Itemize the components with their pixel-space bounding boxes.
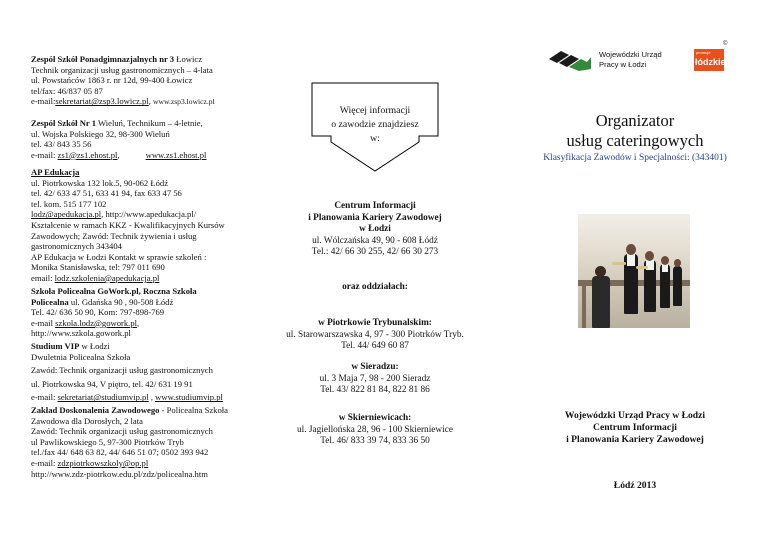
www-link[interactable]: www.zsp3.lowicz.pl <box>152 97 215 107</box>
school-zsp3: Zespół Szkół Ponadgimnazjalnych nr 3 Łowicz Technik organizacji usług gastronomicznych – 4-lata ul. Powstańców 1863 r. nr 12d, 99-400 Łowicz tel/fax: 46/837 05 87 e-mail:sekretariat@zsp3.lowicz.pl, www.zsp3.lowicz.pl <box>31 54 215 107</box>
email-label: e-mail: <box>31 96 56 107</box>
centrum-title: w Łodzi <box>359 224 391 234</box>
www-link[interactable]: , http://www.apedukacja.pl/ <box>101 209 197 220</box>
www-link[interactable]: www.zs1.ehost.pl <box>145 149 207 160</box>
info-line: Dwuletnia Policealna Szkoła <box>31 351 131 362</box>
branch-title: w Skierniewicach: <box>338 413 412 423</box>
school-ap-edukacja <box>31 167 225 284</box>
wup-arrows-icon <box>547 47 595 73</box>
info-line: Zawodowych; Zawód: Technik żywienia i usług <box>31 230 197 241</box>
org-line: Centrum Informacji <box>593 421 677 433</box>
email-label: e-mail: <box>31 149 58 160</box>
school-name: Zespół Szkół Ponadgimnazjalnych nr 3 <box>31 54 175 64</box>
www-link[interactable]: http://www.zdz-piotrkow.edu.pl/zdz/policealna.htm <box>31 468 208 479</box>
school-zs1 <box>31 118 206 160</box>
title-line: Organizator <box>595 111 675 130</box>
address-line: ul. Piotrkowska 94, V piętro, tel. 42/ 631 19 91 <box>31 378 193 389</box>
branch-title: w Piotrkowie Trybunalskim: <box>318 318 432 328</box>
phone-line: Tel.: 42/ 66 30 255, 42/ 66 30 273 <box>311 247 439 257</box>
footer-date: Łódź 2013 <box>613 480 657 491</box>
separator: , <box>148 392 156 403</box>
branch-piotrkow <box>265 318 485 353</box>
arrow-text-line: Więcej informacji <box>339 105 411 116</box>
email-link[interactable]: zdzpiotrkowszkoly@op.pl <box>57 457 149 468</box>
branch-skierniewice <box>265 413 485 448</box>
info-line: AP Edukacja w Łodzi Kontakt w sprawie szkoleń : <box>31 251 207 262</box>
school-desc: Wieluń, Technikum – 4-letnie, <box>96 118 203 128</box>
phone-line: Tel. 43/ 822 81 84, 822 81 86 <box>320 385 430 395</box>
separator: , <box>117 149 120 160</box>
contact-line: Monika Stanisławska, tel: 797 011 690 <box>31 262 165 273</box>
lodzkie-text: łódzkie <box>695 57 726 67</box>
www-link[interactable]: http://www.szkola.gowork.pl <box>31 328 131 339</box>
phone-line: tel. 43/ 843 35 56 <box>31 139 92 150</box>
email-link[interactable]: sekretariat@zsp3.lowicz.pl <box>55 96 149 107</box>
branch-title: w Sieradzu: <box>351 362 399 372</box>
arrow-text-line: w: <box>370 133 380 144</box>
school-studium-vip <box>31 341 223 403</box>
info-line: Zawodowa dla Dorosłych, 2 lata <box>31 415 143 426</box>
lodzkie-small-text: promuje <box>696 50 711 55</box>
info-line: gastronomicznych 343404 <box>31 241 122 252</box>
info-line: Zawód: Technik organizacji usług gastronomicznych <box>31 426 213 437</box>
address-line: ul. Powstańców 1863 r. nr 12d, 99-400 Łowicz <box>31 75 193 86</box>
email-label: e-mail: <box>31 457 58 468</box>
phone-line: Tel. 42/ 636 50 90, Kom: 797-898-769 <box>31 307 165 318</box>
address-line: ul. Gdańska 90 , 90-508 Łódź <box>68 296 174 307</box>
separator: , <box>137 317 140 328</box>
school-name: AP Edukacja <box>31 167 80 177</box>
email-label: e-mail <box>31 317 56 328</box>
email-link[interactable]: lodz@apedukacja.pl <box>31 209 102 220</box>
mobile-line: tel. kom. 515 177 102 <box>31 198 107 209</box>
address-line: ul. Wojska Polskiego 32, 98-300 Wieluń <box>31 128 170 139</box>
down-arrow-callout <box>311 82 439 172</box>
title-line: usług cateringowych <box>566 131 704 150</box>
phone-line: Tel. 44/ 649 60 87 <box>341 341 409 351</box>
org-line: i Planowania Kariery Zawodowej <box>566 433 704 445</box>
centrum-title: i Planowania Kariery Zawodowej <box>308 212 442 223</box>
email-link[interactable]: lodz.szkolenia@apedukacja.pl <box>54 272 160 283</box>
arrow-text-line: o zawodzie znajdziesz <box>331 119 419 130</box>
address-line: ul. Piotrkowska 132 lok.5, 90-062 Łódź <box>31 177 169 188</box>
school-gowork <box>31 286 197 339</box>
school-desc: - Policealna Szkoła <box>159 405 228 415</box>
classification-code: Klasyfikacja Zawodów i Specjalności: (343401) <box>543 153 727 163</box>
registered-mark: © <box>723 41 728 47</box>
wup-logo <box>547 47 677 77</box>
www-link[interactable]: www.studiumvip.pl <box>155 392 223 403</box>
email-label: email: <box>31 272 55 283</box>
school-city: w Łodzi <box>79 341 110 351</box>
phone-line: Tel. 46/ 833 39 74, 833 36 50 <box>320 436 430 446</box>
address-line: ul Pawlikowskiego 5, 97-300 Piotrków Tryb <box>31 436 184 447</box>
branch-sieradz <box>265 362 485 397</box>
lodzkie-logo <box>694 41 730 74</box>
branches-heading: oraz oddziałach: <box>342 282 408 292</box>
info-line: Zawód: Technik organizacji usług gastronomicznych <box>31 365 213 376</box>
school-name: Studium VIP <box>31 341 80 351</box>
email-link[interactable]: zs1@zs1.ehost.pl <box>57 149 118 160</box>
school-name: Zakład Doskonalenia Zawodowego <box>31 405 160 415</box>
footer-organization <box>530 410 740 445</box>
address-line: ul. Wólczańska 49, 90 - 608 Łódź <box>312 235 438 246</box>
wup-logo-text: Wojewódzki Urząd <box>599 50 662 59</box>
address-line: ul. 3 Maja 7, 98 - 200 Sieradz <box>319 373 431 384</box>
address-line: ul. Jagiellońska 28, 96 - 100 Skierniewice <box>297 424 453 435</box>
school-name-cont: Policealna <box>31 296 69 307</box>
org-line: Wojewódzki Urząd Pracy w Łodzi <box>564 410 706 421</box>
school-name: Zespół Szkół Nr 1 <box>31 118 97 128</box>
catering-photo <box>578 214 690 328</box>
centrum-title: Centrum Informacji <box>334 201 416 211</box>
school-name: Szkoła Policealna GoWork.pl, Roczna Szkoła <box>31 286 197 296</box>
centrum-info <box>270 201 480 259</box>
school-city: Łowicz <box>174 54 203 64</box>
info-line: Kształcenie w ramach KKZ - Kwalifikacyjnych Kursów <box>31 219 225 230</box>
email-label: e-mail: <box>31 392 58 403</box>
school-zdz <box>31 405 228 479</box>
phone-line: tel./fax 44/ 648 63 82, 44/ 646 51 07; 0502 393 942 <box>31 447 209 458</box>
phone-line: tel/fax: 46/837 05 87 <box>31 85 103 96</box>
email-link[interactable]: szkola.lodz@gowork.pl <box>55 317 138 328</box>
info-line: Technik organizacji usług gastronomicznych – 4-lata <box>31 64 213 75</box>
address-line: ul. Starowarszawska 4, 97 - 300 Piotrków Tryb. <box>286 329 464 340</box>
page-title <box>530 111 740 151</box>
phone-line: tel. 42/ 633 47 51, 633 41 94, fax 633 47 56 <box>31 188 182 199</box>
email-link[interactable]: sekretariat@studiumvip.pl <box>57 392 149 403</box>
wup-logo-text: Pracy w Łodzi <box>599 60 647 69</box>
